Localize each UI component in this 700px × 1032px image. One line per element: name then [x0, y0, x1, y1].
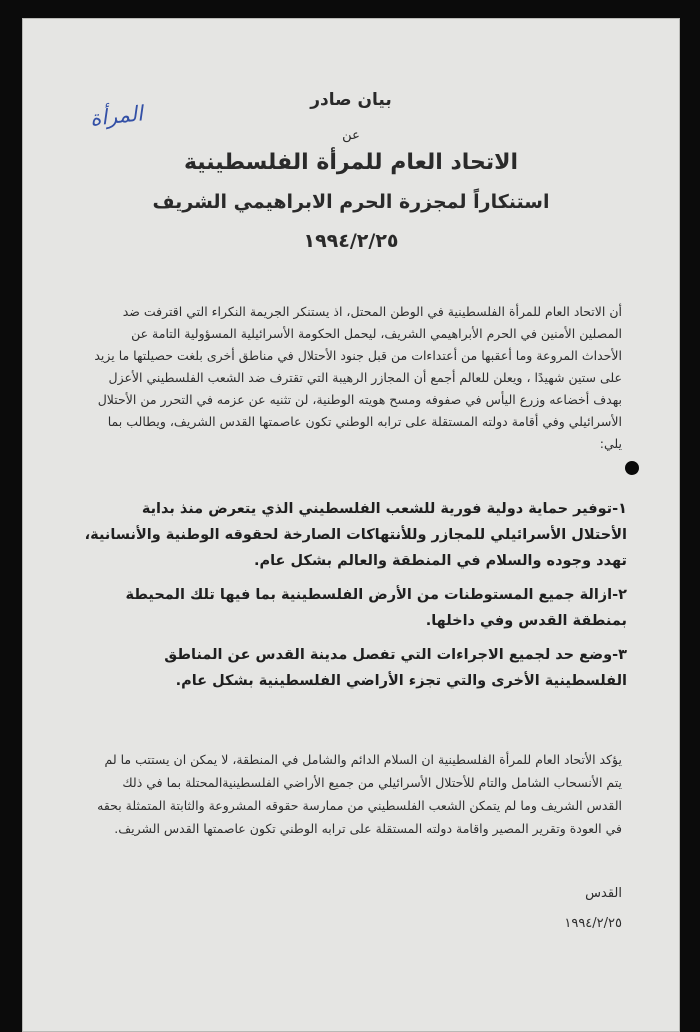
- signature-place: القدس: [585, 886, 622, 901]
- statement-label: بيان صادر: [310, 90, 392, 110]
- document-page: [22, 18, 680, 1032]
- demands-list: [82, 496, 627, 702]
- signature-date: ١٩٩٤/٢/٢٥: [564, 916, 622, 931]
- closing-paragraph: يؤكد الأتحاد العام للمرأة الفلسطينية ان السلام الدائم والشامل في المنطقة، لا يمكن ان يستتب ما لم يتم الأنسحاب الشامل والتام للأحتلال الأسرائيلي من جميع الأراضي الفلسطينيةالمحتلة بما في ذلك القدس الشريف وما لم يتمكن الشعب الفلسطيني من ممارسة حقوقه المشروعة والثابتة المتمثلة بحقه في العودة وتقرير المصير واقامة دولته المستقلة على ترابه الوطني تكون عاصمتها القدس الشريف.: [97, 752, 622, 836]
- demand-item-1: ١-توفير حماية دولية فورية للشعب الفلسطيني الذي يتعرض منذ بداية الأحتلال الأسرائيلي للمجازر وللأنتهاكات الصارخة لحقوقه الوطنية والأنسانية، تهدد وجوده والسلام في المنطقة والعالم بشكل عام.: [84, 501, 627, 569]
- handwritten-annotation: المرأة: [88, 101, 144, 131]
- from-label: عن: [342, 128, 360, 143]
- statement-subject: استنكاراً لمجزرة الحرم الابراهيمي الشريف: [152, 191, 550, 213]
- intro-paragraph: أن الاتحاد العام للمرأة الفلسطينية في الوطن المحتل، اذ يستنكر الجريمة النكراء التي اقترفت ضد المصلين الأمنين في الحرم الأبراهيمي الشريف، ليحمل الحكومة الأسرائيلية المسؤولية التامة عن الأحداث المروعة وما أعقبها من أعتداءات من قبل جنود الأحتلال في مناطق أخرى بلغت حصيلتها ما يزيد على ستين شهيدًا ، ويعلن للعالم أجمع أن المجازر الرهيبة التي تقترف ضد الشعب الفلسطيني الأعزل بهدف أخضاعه وزرع اليأس في صفوفه ومسح هويته الوطنية، لن تثنيه عن عزمه في التحرر من الأحتلال الأسرائيلي وفي أقامة دولته المستقلة على ترابه الوطني تكون عاصمتها القدس الشريف، ويطالب بما يلي:: [94, 304, 622, 451]
- demand-item-2: ٢-ازالة جميع المستوطنات من الأرض الفلسطينية بما فيها تلك المحيطة بمنطقة القدس وفي داخلها.: [125, 587, 627, 629]
- demand-item-3: ٣-وضع حد لجميع الاجراءات التي تفصل مدينة القدس عن المناطق الفلسطينية الأخرى والتي تجزء الأراضي الفلسطينية بشكل عام.: [164, 647, 627, 689]
- punch-hole: [625, 461, 639, 475]
- header-date: ١٩٩٤/٢/٢٥: [303, 230, 399, 252]
- organization-title: الاتحاد العام للمرأة الفلسطينية: [183, 150, 519, 175]
